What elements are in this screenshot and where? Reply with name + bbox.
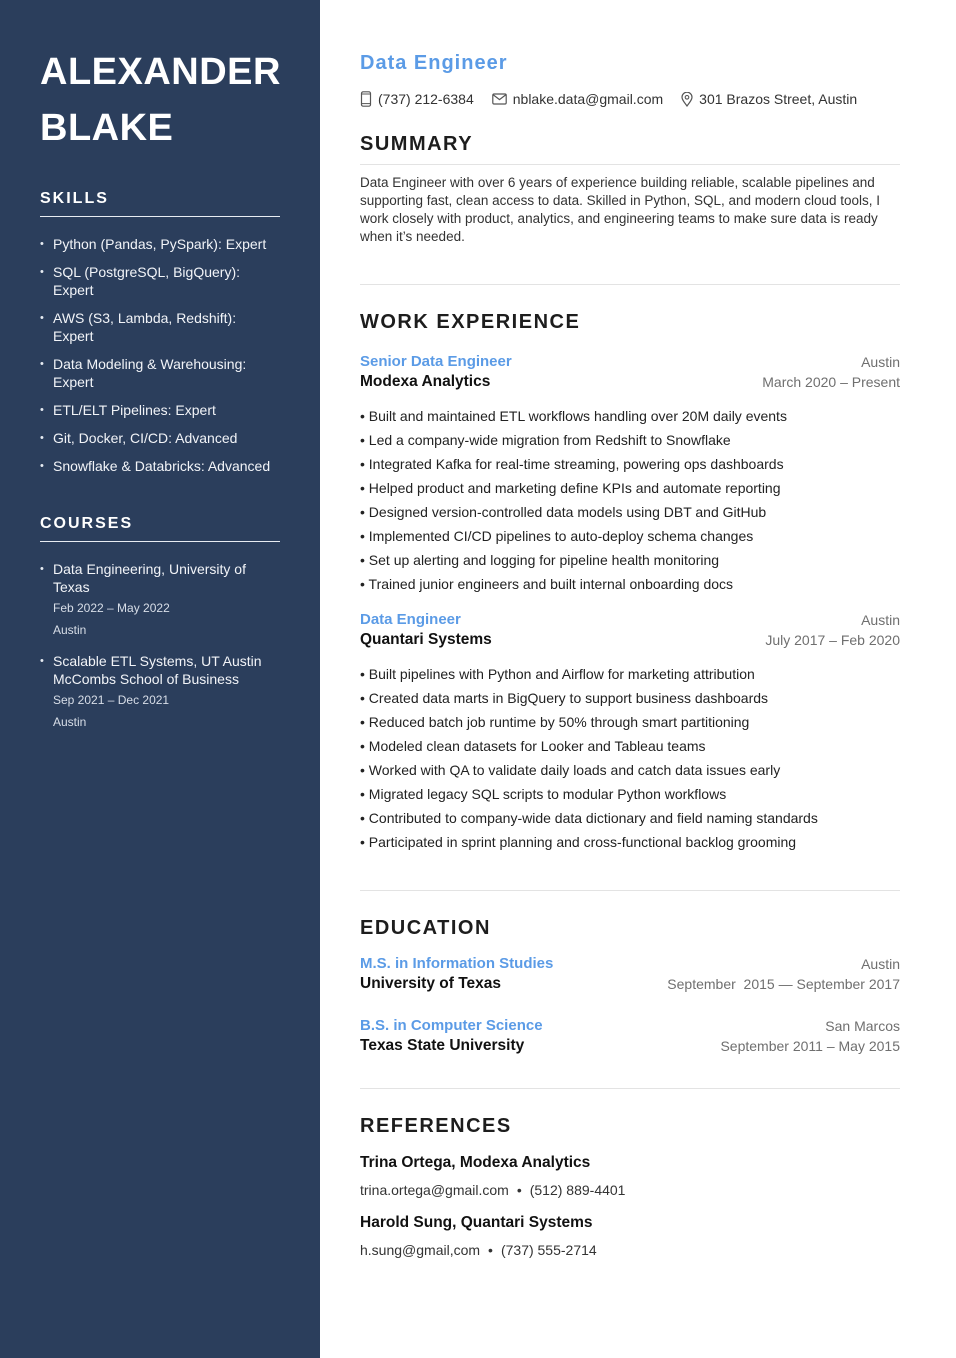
skill-item: • Python (Pandas, PySpark): Expert — [40, 235, 280, 253]
course-item — [40, 560, 280, 638]
job-left — [360, 352, 512, 392]
school: Texas State University — [360, 1037, 525, 1054]
course-dates: Feb 2022 – May 2022 — [53, 601, 170, 615]
location-pin-icon — [681, 92, 693, 107]
reference-entry — [360, 1214, 900, 1258]
bullet-item: • Helped product and marketing define KPIs and automate reporting — [360, 476, 900, 500]
first-name: ALEXANDER — [40, 51, 281, 93]
school: University of Texas — [360, 975, 501, 992]
courses-section — [40, 515, 280, 730]
job-bullets — [360, 404, 900, 596]
bullet-item: • Implemented CI/CD pipelines to auto-deploy schema changes — [360, 524, 900, 548]
job-left — [360, 610, 492, 650]
bullet-item: • Participated in sprint planning and cross-functional backlog grooming — [360, 830, 900, 854]
course-location: Austin — [53, 623, 87, 637]
education-left — [360, 954, 553, 994]
bullet-item: • Modeled clean datasets for Looker and Tableau teams — [360, 734, 900, 758]
job-role: Data Engineer — [360, 611, 461, 628]
job-entry — [360, 352, 900, 596]
skill-item: • Snowflake & Databricks: Advanced — [40, 457, 280, 475]
reference-entry — [360, 1154, 900, 1198]
reference-contact — [360, 1182, 900, 1198]
bullet-item: • Led a company-wide migration from Redshift to Snowflake — [360, 428, 900, 452]
job-location: Austin — [861, 354, 900, 370]
job-entry — [360, 610, 900, 854]
course-name: • Scalable ETL Systems, UT Austin McCombs School of Business — [53, 653, 262, 687]
section-divider — [360, 284, 900, 285]
mail-icon — [492, 93, 507, 105]
skills-heading: SKILLS — [40, 190, 280, 217]
degree: M.S. in Information Studies — [360, 955, 554, 972]
job-location: Austin — [861, 612, 900, 628]
education-right — [667, 954, 900, 994]
reference-phone: (512) 889-4401 — [529, 1182, 626, 1198]
bullet-item: • Built and maintained ETL workflows handling over 20M daily events — [360, 404, 900, 428]
main-content — [360, 52, 900, 1258]
reference-email: h.sung@gmail,com — [360, 1242, 481, 1258]
contact-row — [360, 91, 900, 107]
education-dates: September 2015 — September 2017 — [667, 976, 900, 992]
reference-name: Trina Ortega, Modexa Analytics — [360, 1154, 591, 1171]
course-name: • Data Engineering, University of Texas — [53, 561, 246, 595]
experience-section — [360, 311, 900, 854]
job-company: Modexa Analytics — [360, 373, 491, 390]
candidate-name — [40, 44, 280, 156]
course-item — [40, 652, 280, 730]
skill-item: • SQL (PostgreSQL, BigQuery): Expert — [40, 263, 280, 299]
job-title: Data Engineer — [360, 52, 508, 74]
courses-heading: COURSES — [40, 515, 280, 542]
contact-phone — [360, 91, 474, 107]
reference-contact — [360, 1242, 900, 1258]
contact-address — [681, 91, 857, 107]
course-location: Austin — [53, 715, 87, 729]
bullet-item: • Created data marts in BigQuery to support business dashboards — [360, 686, 900, 710]
section-divider — [360, 1088, 900, 1089]
bullet-item: • Reduced batch job runtime by 50% through smart partitioning — [360, 710, 900, 734]
education-section — [360, 917, 900, 1056]
email-text: nblake.data@gmail.com — [512, 91, 664, 107]
summary-section — [360, 133, 900, 246]
skill-item: • Data Modeling & Warehousing: Expert — [40, 355, 280, 391]
section-divider — [360, 890, 900, 891]
skills-section — [40, 190, 280, 475]
job-company: Quantari Systems — [360, 631, 492, 648]
references-section — [360, 1115, 900, 1258]
education-location: San Marcos — [825, 1018, 900, 1034]
summary-underline — [360, 164, 900, 165]
job-bullets — [360, 662, 900, 854]
education-entry — [360, 1016, 900, 1056]
education-left — [360, 1016, 543, 1056]
degree: B.S. in Computer Science — [360, 1017, 543, 1034]
sidebar — [0, 0, 320, 1358]
phone-icon — [360, 91, 372, 107]
job-header — [360, 352, 900, 392]
bullet-item: • Migrated legacy SQL scripts to modular Python workflows — [360, 782, 900, 806]
education-location: Austin — [861, 956, 900, 972]
last-name: BLAKE — [40, 107, 174, 149]
bullet-item: • Integrated Kafka for real-time streaming, powering ops dashboards — [360, 452, 900, 476]
reference-email: trina.ortega@gmail.com — [360, 1182, 509, 1198]
skills-list — [40, 235, 280, 475]
job-role: Senior Data Engineer — [360, 353, 512, 370]
education-dates: September 2011 – May 2015 — [720, 1038, 900, 1054]
reference-name: Harold Sung, Quantari Systems — [360, 1214, 593, 1231]
reference-phone: (737) 555-2714 — [500, 1242, 597, 1258]
job-right — [762, 352, 900, 392]
phone-text: (737) 212-6384 — [378, 91, 474, 107]
skill-item: • AWS (S3, Lambda, Redshift): Expert — [40, 309, 280, 345]
bullet-item: • Trained junior engineers and built internal onboarding docs — [360, 572, 900, 596]
education-right — [720, 1016, 900, 1056]
courses-list — [40, 560, 280, 730]
address-text: 301 Brazos Street, Austin — [699, 91, 858, 107]
reference-separator: • — [516, 1182, 522, 1198]
summary-text: Data Engineer with over 6 years of experience building reliable, scalable pipelines and supporting fast, clean access to data. Skilled in Python, SQL, and modern cloud tools, I work closely with product, analytics, and engineering teams to make sure data is ready when it’s needed. — [360, 175, 881, 244]
summary-heading: SUMMARY — [360, 133, 474, 155]
job-right — [765, 610, 900, 650]
course-dates: Sep 2021 – Dec 2021 — [53, 693, 170, 707]
skill-item: • Git, Docker, CI/CD: Advanced — [40, 429, 280, 447]
contact-email — [492, 91, 663, 107]
bullet-item: • Worked with QA to validate daily loads and catch data issues early — [360, 758, 900, 782]
skill-item: • ETL/ELT Pipelines: Expert — [40, 401, 280, 419]
bullet-item: • Designed version-controlled data models using DBT and GitHub — [360, 500, 900, 524]
job-header — [360, 610, 900, 650]
education-entry — [360, 954, 900, 994]
bullet-item: • Set up alerting and logging for pipeline health monitoring — [360, 548, 900, 572]
bullet-item: • Contributed to company-wide data dictionary and field naming standards — [360, 806, 900, 830]
experience-heading: WORK EXPERIENCE — [360, 311, 581, 333]
job-dates: March 2020 – Present — [762, 374, 900, 390]
education-heading: EDUCATION — [360, 917, 491, 939]
references-heading: REFERENCES — [360, 1115, 512, 1137]
reference-separator: • — [488, 1242, 493, 1258]
bullet-item: • Built pipelines with Python and Airflow for marketing attribution — [360, 662, 900, 686]
job-dates: July 2017 – Feb 2020 — [765, 632, 900, 648]
